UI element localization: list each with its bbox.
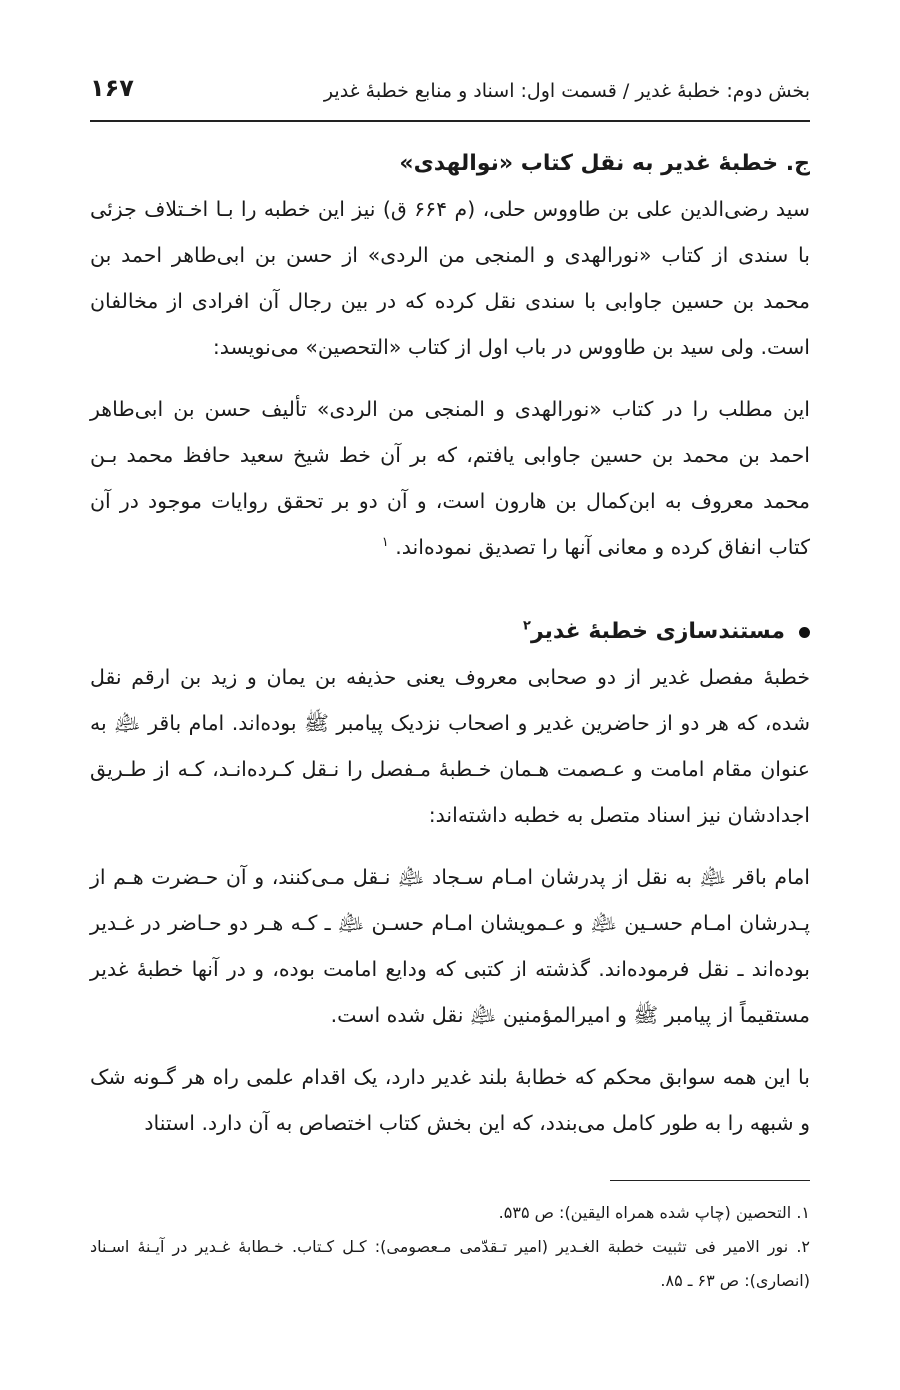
documentation-paragraph-1: خطبهٔ مفصل غدیر از دو صحابی معروف یعنی حذیفه بن یمان و زید بن ارقم نقل شده، که هر دو از حاضرین غدیر و اصحاب نزدیک پیامبر ﷺ بوده‌اند. امام باقر ﵇ به عنوان مقام امامت و عـصمت هـمان خـطبهٔ مـفصل را نـقل کـرده‌انـد، کـه از طـریق اجدادشان نیز اسناد متصل به خطبه داشته‌اند: bbox=[90, 665, 810, 827]
section-c-heading: ج. خطبهٔ غدیر به نقل کتاب «نوالهدی» bbox=[399, 151, 810, 176]
quote-text: این مطلب را در کتاب «نورالهدی و المنجی من الردی» تألیف حسن بن ابی‌طاهر احمد بن محمد بن حسین جاوابی یافتم، که بر آن خط شیخ سعید حافظ محمد بـن محمد معروف به ابن‌کمال بن هارون است، و آن دو بر تحقق روایات موجود در آن کتاب انفاق کرده و معانی آنها را تصدیق نموده‌اند. bbox=[90, 397, 810, 559]
footnote-mark-1: ۱ bbox=[381, 535, 389, 551]
page-header bbox=[90, 72, 810, 122]
quote-block bbox=[90, 386, 810, 570]
documentation-heading bbox=[90, 610, 810, 654]
footnote-1: ۱. التحصین (چاپ شده همراه الیقین): ص ۵۳۵. bbox=[498, 1203, 810, 1222]
documentation-paragraph-2: امام باقر ﵇ به نقل از پدرشان امـام سـجاد ﵇ نـقل مـی‌کنند، و آن حـضرت هـم از پـدرشان امـام حسـین ﵇ و عـمویشان امـام حسـن ﵇ ـ کـه هـر دو حـاضر در غـدیر بوده‌اند ـ نقل فرموده‌اند. گذشته از کتبی که ودایع امامت بوده، و در آنها خطبهٔ غدیر مستقیماً از پیامبر ﷺ و امیرالمؤمنین ﵇ نقل شده است. bbox=[90, 865, 810, 1027]
section-c-paragraph: سید رضی‌الدین علی بن طاووس حلی، (م ۶۶۴ ق) نیز این خطبه را بـا اخـتلاف جزئی با سندی از کتاب «نورالهدی و المنجی من الردی» از حسن بن ابی‌طاهر احمد بن محمد بن حسین جاوابی با سندی نقل کرده که در بین رجال آن افرادی از مخالفان است. ولی سید بن طاووس در باب اول از کتاب «التحصین» می‌نویسد: bbox=[90, 197, 810, 359]
footnotes bbox=[90, 1196, 810, 1298]
documentation-paragraph-3: با این همه سوابق محکم که خطابهٔ بلند غدیر دارد، یک اقدام علمی راه هر گـونه شک و شبهه را به طور کامل می‌بندد، که این بخش کتاب اختصاص به آن دارد. استناد bbox=[90, 1065, 810, 1135]
footnote-divider bbox=[610, 1180, 810, 1181]
documentation-heading-text: مستندسازی خطبهٔ غدیر$^۲$ bbox=[523, 618, 785, 644]
footnote-2: ۲. نور الامیر فی تثبیت خطبة الغـدیر (امیر تـقدّمی مـعصومی): کـل کـتاب. خـطابهٔ غـدیر در آیـنهٔ اسـناد (انصاری): ص ۶۳ ـ ۸۵. bbox=[90, 1237, 810, 1290]
page-number: ۱۶۷ bbox=[90, 74, 134, 102]
running-head: بخش دوم: خطبهٔ غدیر / قسمت اول: اسناد و منابع خطبهٔ غدیر bbox=[323, 80, 810, 102]
page-body bbox=[90, 142, 810, 1146]
bullet-icon bbox=[799, 627, 810, 638]
footnote-mark-2: ۲ bbox=[523, 618, 531, 634]
